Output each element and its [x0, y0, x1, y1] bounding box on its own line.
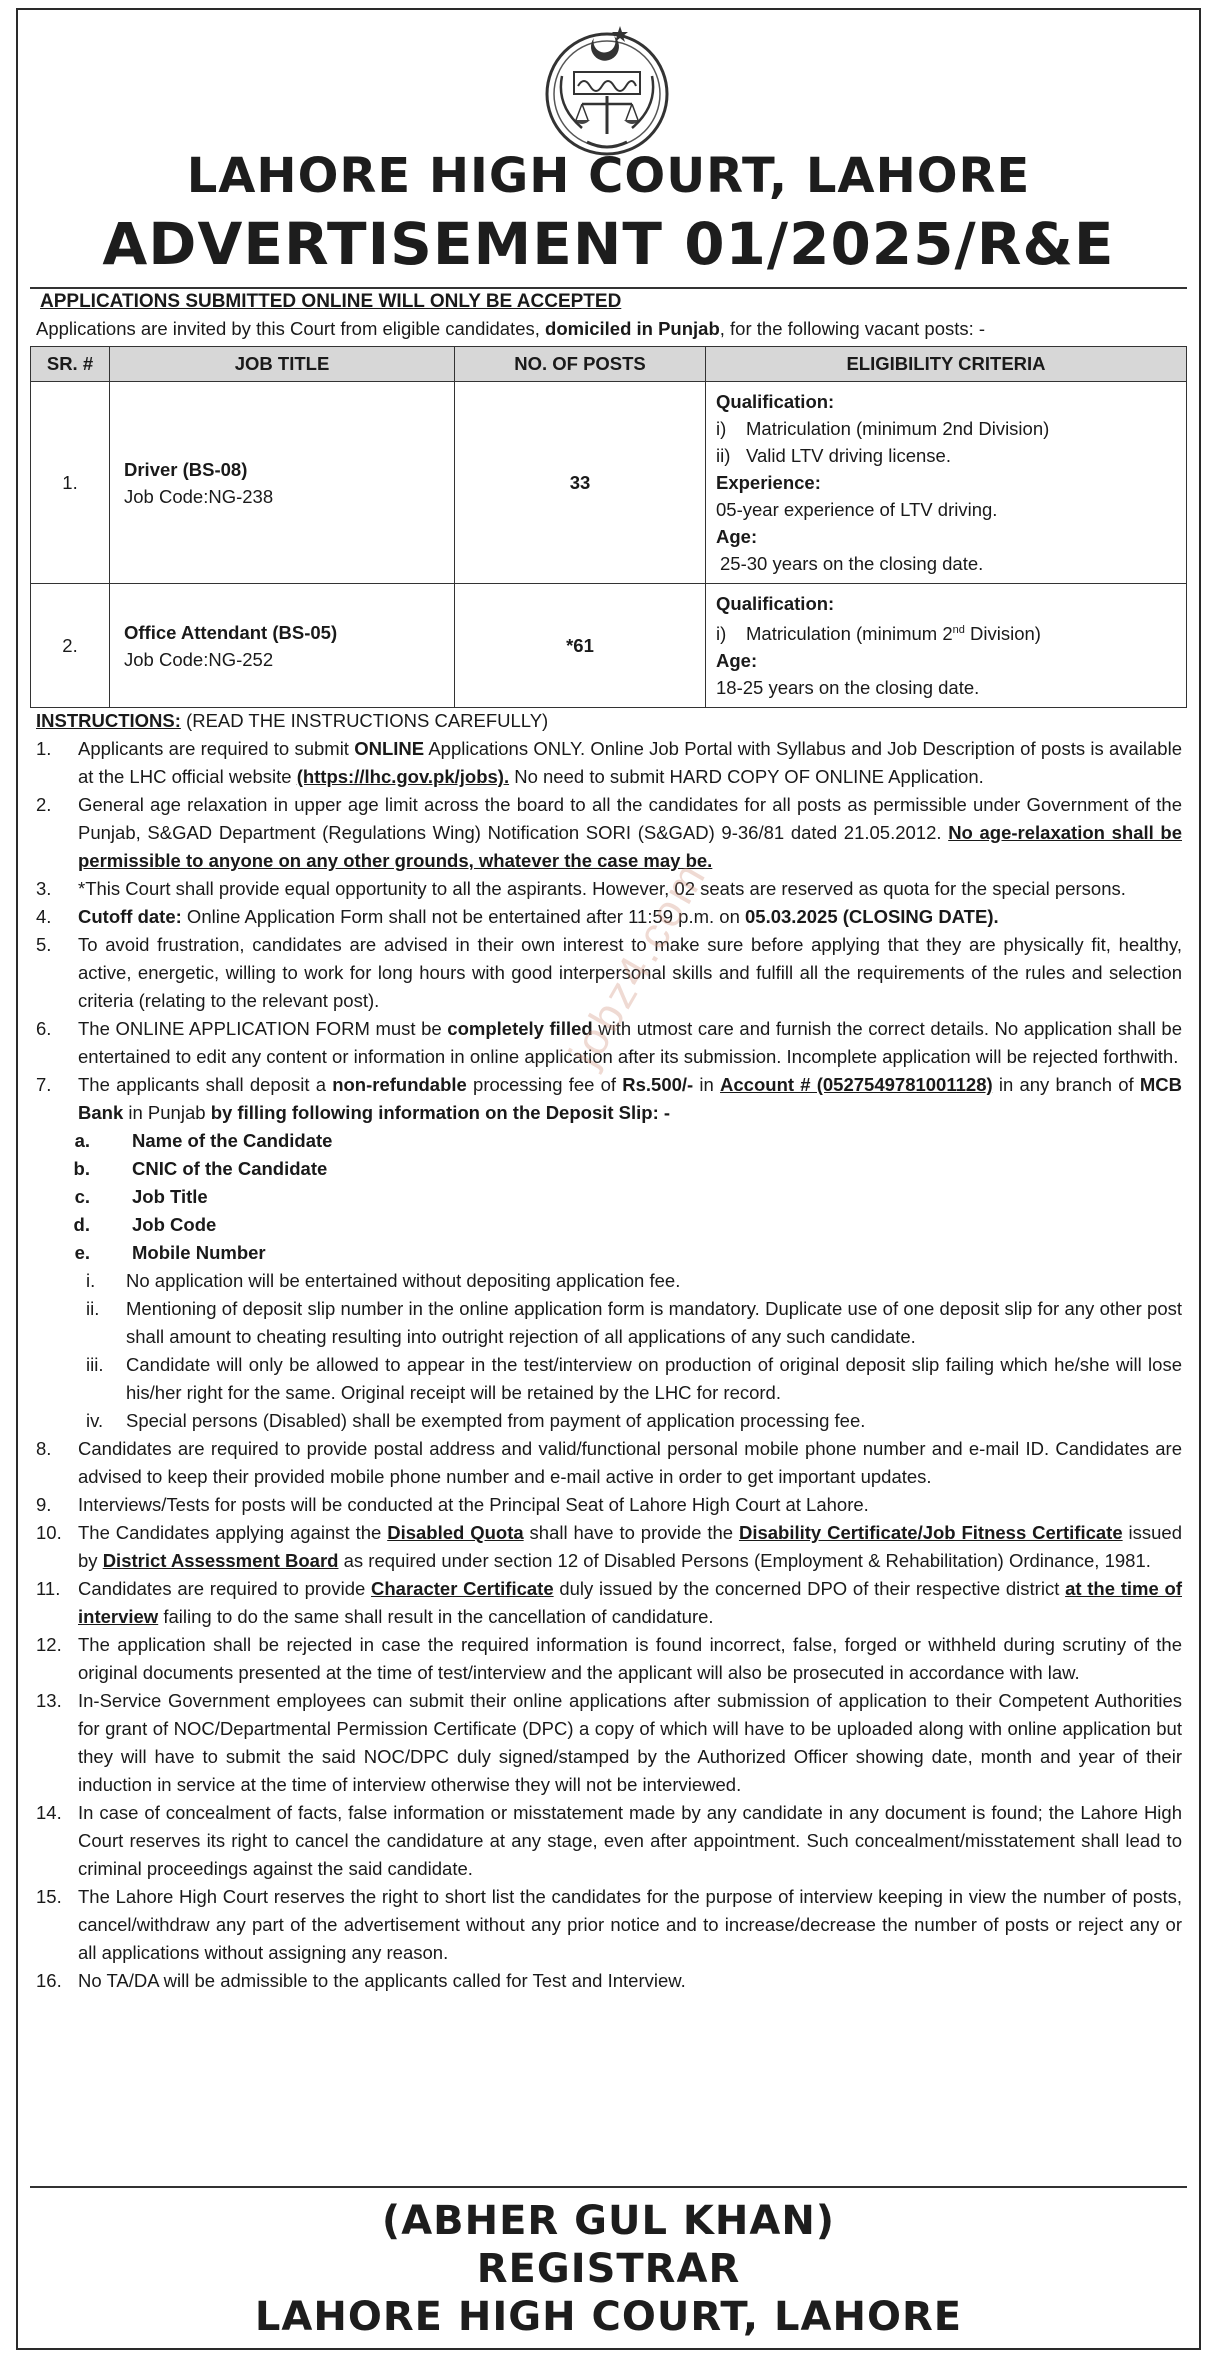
invitation-text: Applications are invited by this Court from eligible candidates, domiciled in Punjab, for the following vacant posts: - — [36, 318, 986, 339]
job-title-cell — [110, 382, 455, 584]
criteria-line: i) Matriculation (minimum 2nd Division) — [716, 623, 1041, 645]
column-header: ELIGIBILITY CRITERIA — [706, 347, 1187, 382]
slip-field: b. CNIC of the Candidate — [73, 1158, 328, 1179]
job-title-cell — [110, 584, 455, 708]
instructions-heading: INSTRUCTIONS: (READ THE INSTRUCTIONS CAREFULLY) — [36, 710, 549, 731]
instruction-item: 15. The Lahore High Court reserves the right to short list the candidates for the purpose of interview keeping in view the number of posts, cancel/withdraw any part of the advertisement without any prior notice and to increase/decrease the number of posts or reject any or all applications without assigning any reason. — [36, 1886, 1182, 1963]
court-emblem-icon — [532, 16, 682, 166]
experience-text: 05-year experience of LTV driving. — [716, 499, 998, 520]
job-title: Driver (BS-08) — [124, 458, 248, 480]
instruction-item: 14. In case of concealment of facts, false information or misstatement made by any candidate in any document is found; the Lahore High Court reserves its right to cancel the candidature at any stage, even after appointment. Such concealment/misstatement shall lead to criminal proceedings against the said candidate. — [36, 1802, 1182, 1879]
instruction-item: 1. Applicants are required to submit ONLINE Applications ONLY. Online Job Portal with Syllabus and Job Description of posts is available at the LHC official website (https://lhc.gov.pk/jobs). No need to submit HARD COPY OF ONLINE Application. — [36, 738, 1182, 787]
age-heading: Age: — [716, 526, 758, 547]
age-text: 25-30 years on the closing date. — [720, 553, 984, 574]
instruction-item: 2. General age relaxation in upper age limit across the board to all the candidates for all posts as permissible under Government of the Punjab, S&GAD Department (Regulations Wing) Notification SORI (S&GAD) 9-36/81 dated 21.05.2012. No age-relaxation shall be permissible to anyone on any other grounds, whatever the case may be. — [36, 794, 1183, 871]
signature-divider — [30, 2186, 1187, 2188]
sr-cell: 2. — [31, 584, 110, 708]
instruction-item: 11. Candidates are required to provide Character Certificate duly issued by the concerned DPO of their respective district at the time of interview failing to do the same shall result in the cancellation of candidature. — [36, 1578, 1182, 1627]
instruction-item: 8. Candidates are required to provide postal address and valid/functional personal mobile phone number and e-mail ID. Candidates are advised to keep their provided mobile phone number and e-mail active in order to get important updates. — [36, 1438, 1182, 1487]
online-notice: APPLICATIONS SUBMITTED ONLINE WILL ONLY BE ACCEPTED — [40, 291, 622, 312]
slip-field: d. Job Code — [73, 1214, 217, 1235]
instruction-item: 4. Cutoff date: Online Application Form shall not be entertained after 11:59 p.m. on 05.03.2025 (CLOSING DATE). — [36, 906, 999, 927]
slip-field: a. Name of the Candidate — [74, 1130, 333, 1151]
age-text: 18-25 years on the closing date. — [716, 677, 980, 699]
instruction-item: 3. *This Court shall provide equal opportunity to all the aspirants. However, 02 seats are reserved as quota for the special persons. — [36, 878, 1126, 899]
header-divider — [30, 287, 1187, 289]
job-code: Job Code:NG-238 — [124, 485, 274, 507]
posts-cell: 33 — [455, 382, 706, 584]
criteria-line: i) Matriculation (minimum 2nd Division) — [716, 418, 1050, 439]
qualification-heading: Qualification: — [716, 593, 835, 614]
registrar-name: (ABHER GUL KHAN) — [381, 2198, 836, 2244]
vacancy-table — [30, 346, 1187, 708]
registrar-designation: REGISTRAR — [476, 2246, 741, 2292]
fee-note: iii. Candidate will only be allowed to appear in the test/interview on production of original deposit slip failing which he/she will lose his/her right for the same. Original receipt will be retained by the LHC for record. — [86, 1354, 1182, 1403]
instruction-item: 5. To avoid frustration, candidates are advised in their own interest to make sure before applying that they are physically fit, healthy, active, energetic, willing to work for long hours with good interpersonal skills and fulfill all the requirements of the rules and selection criteria (relating to the relevant post). — [36, 934, 1182, 1011]
instruction-item: 9. Interviews/Tests for posts will be conducted at the Principal Seat of Lahore High Court at Lahore. — [36, 1494, 869, 1515]
posts-cell: *61 — [455, 584, 706, 708]
fee-note: i. No application will be entertained without depositing application fee. — [86, 1270, 681, 1291]
table-header-row — [31, 347, 1187, 382]
slip-field: e. Mobile Number — [74, 1242, 266, 1263]
criteria-line: ii) Valid LTV driving license. — [716, 445, 951, 466]
instruction-item: 12. The application shall be rejected in case the required information is found incorrect, false, forged or withheld during scrutiny of the original documents presented at the time of test/interview and the applicant will also be prosecuted in accordance with law. — [36, 1634, 1182, 1683]
watermark: jobz4.com — [560, 852, 717, 1075]
job-title: Office Attendant (BS-05) — [124, 621, 338, 643]
instruction-item: 7. The applicants shall deposit a non-refundable processing fee of Rs.500/- in Account # (0527549781001128) in any branch of MCB Bank in Punjab by filling following information on the Deposit Slip: - — [36, 1074, 1183, 1123]
instruction-item: 10. The Candidates applying against the Disabled Quota shall have to provide the Disability Certificate/Job Fitness Certificate issued by District Assessment Board as required under section 12 of Disabled Persons (Employment & Rehabilitation) Ordinance, 1981. — [36, 1522, 1182, 1571]
qualification-heading: Qualification: — [716, 391, 835, 412]
column-header: JOB TITLE — [110, 347, 455, 382]
age-heading: Age: — [716, 650, 758, 672]
instruction-item: 13. In-Service Government employees can submit their online applications after submission of application to their Competent Authorities for grant of NOC/Departmental Permission Certificate (DPC) a copy of which will have to be uploaded along with online application but they will have to submit the said NOC/DPC duly signed/stamped by the Authorized Officer showing date, month and year of their induction in service at the time of interview otherwise they will not be interviewed. — [36, 1690, 1182, 1795]
table-row — [31, 382, 1187, 584]
criteria-cell — [706, 382, 1187, 584]
instruction-item: 16. No TA/DA will be admissible to the applicants called for Test and Interview. — [36, 1970, 686, 1991]
table-row — [31, 584, 1187, 708]
slip-field: c. Job Title — [74, 1186, 208, 1207]
column-header: SR. # — [31, 347, 110, 382]
sr-cell: 1. — [31, 382, 110, 584]
instruction-item: 6. The ONLINE APPLICATION FORM must be completely filled with utmost care and furnish the correct details. No application shall be entertained to edit any content or information in online application after its submission. Incomplete application will be rejected forthwith. — [36, 1018, 1183, 1067]
advertisement-number: ADVERTISEMENT 01/2025/R&E — [102, 210, 1115, 278]
column-header: NO. OF POSTS — [455, 347, 706, 382]
job-code: Job Code:NG-252 — [124, 648, 274, 670]
instructions-section — [36, 707, 1182, 1995]
experience-heading: Experience: — [716, 472, 821, 493]
criteria-cell — [706, 584, 1187, 708]
court-title: LAHORE HIGH COURT, LAHORE — [186, 148, 1031, 204]
fee-note: iv. Special persons (Disabled) shall be exempted from payment of application processing fee. — [86, 1410, 866, 1431]
website-link[interactable]: (https://lhc.gov.pk/jobs). — [296, 766, 510, 787]
registrar-office: LAHORE HIGH COURT, LAHORE — [254, 2294, 963, 2340]
fee-note: ii. Mentioning of deposit slip number in the online application form is mandatory. Duplicate use of one deposit slip for any other post shall amount to cheating resulting into outright rejection of all applications of any such candidate. — [86, 1298, 1182, 1347]
